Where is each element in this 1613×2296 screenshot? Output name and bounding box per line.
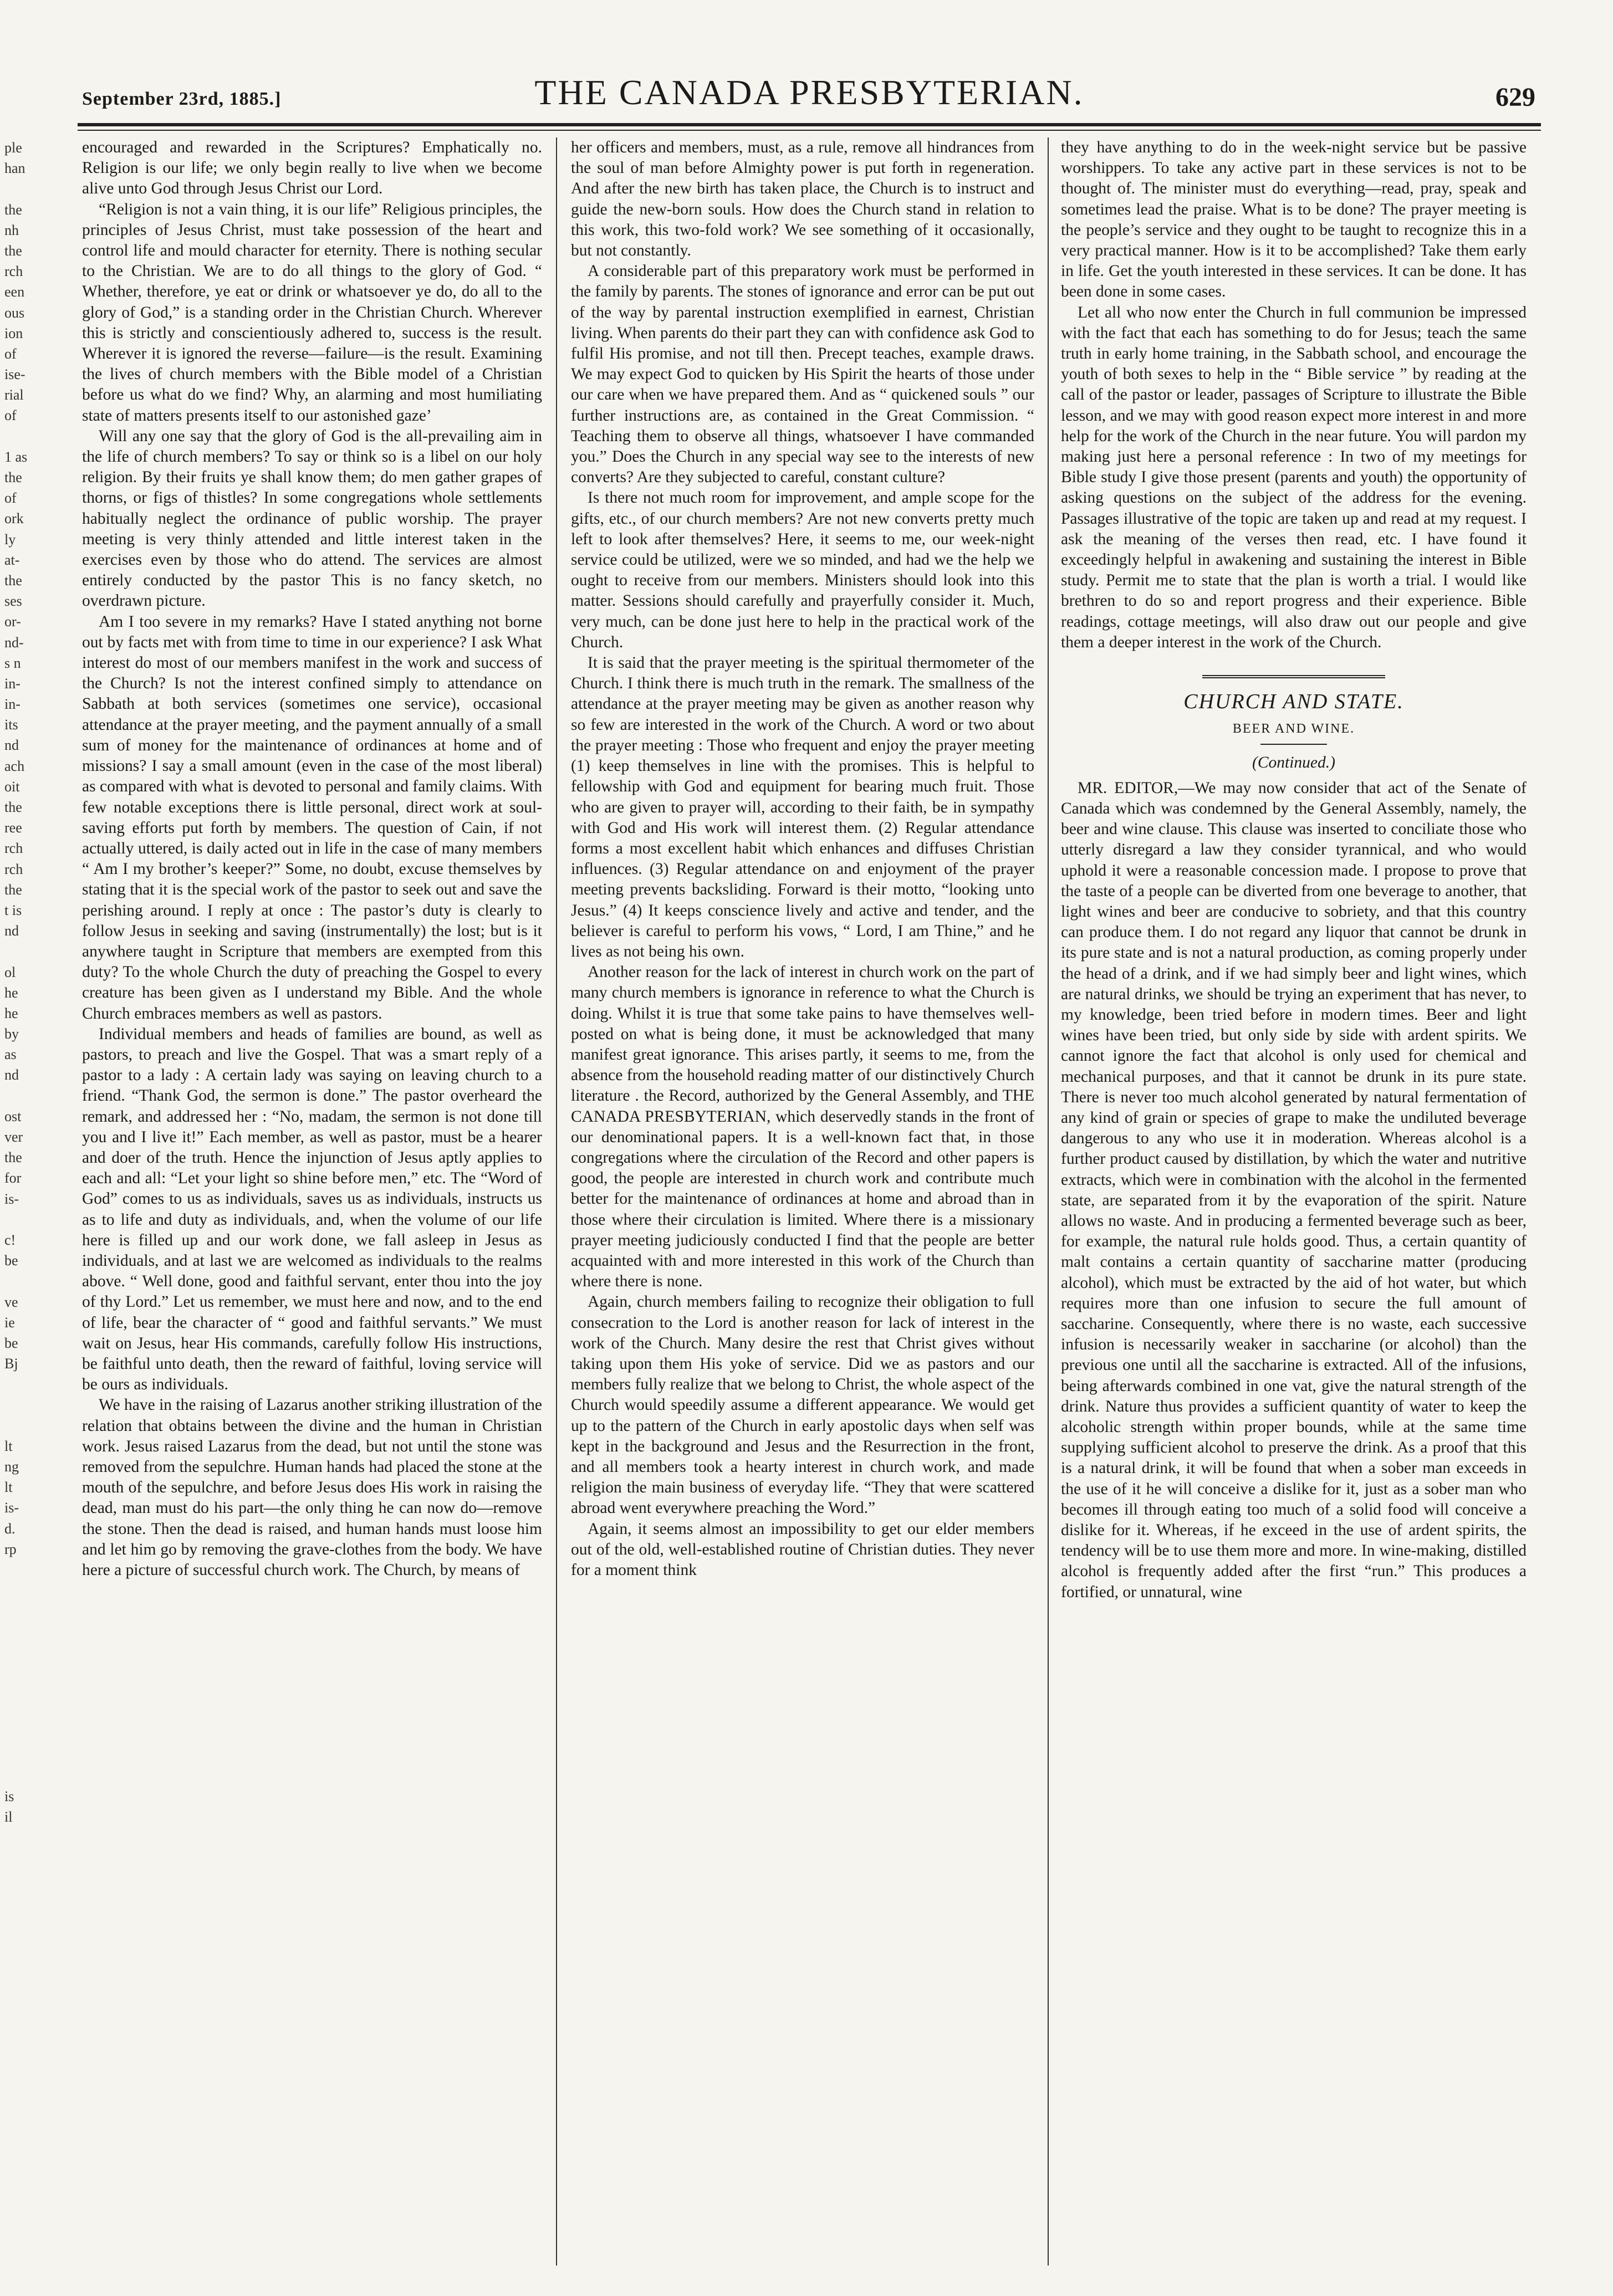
- margin-fragment: [4, 1745, 38, 1766]
- margin-fragment: [4, 1580, 38, 1600]
- margin-fragment: rch: [4, 840, 23, 857]
- margin-fragment: [4, 1930, 38, 1951]
- column-3: [1061, 137, 1527, 2266]
- margin-fragment: il: [4, 1809, 13, 1825]
- column-rule: [1048, 137, 1049, 2266]
- margin-fragment: [4, 1766, 38, 1786]
- margin-fragment: be: [4, 1334, 18, 1351]
- margin-fragment: rch: [4, 861, 23, 877]
- margin-fragment: the: [4, 1149, 22, 1166]
- margin-fragment: een: [4, 284, 25, 300]
- publication-title: THE CANADA PRESBYTERIAN.: [534, 73, 1084, 112]
- margin-fragment: Bj: [4, 1356, 18, 1372]
- margin-fragment: of: [4, 407, 17, 424]
- margin-fragment: s n: [4, 654, 21, 671]
- margin-fragment: in-: [4, 696, 21, 713]
- margin-fragment: of: [4, 345, 17, 362]
- section-title: CHURCH AND STATE.: [1183, 690, 1404, 714]
- margin-fragment: [4, 1683, 38, 1704]
- margin-fragment: rch: [4, 263, 23, 280]
- article-paragraph: Another reason for the lack of interest in church work on the part of many church members is ignorance in reference to what the Church is doing. Whilst it is true that some take pains to have themselves well-posted on what is being done, it must be acknowledged that many manifest great ignorance. This arises partly, it seems to me, from the absence from the household reading matter of our distinctively Church literature . the Record, authorized by the General Assembly, and THE CANADA PRESBYTERIAN, which deservedly stands in the front of our denominational papers. It is a well-known fact that, in those congregations where the circulation of the Record and other papers is good, the people are interested in church work and contribute much better for the maintenance of ordinances at home and abroad than in those where their circulation is limited. Where there is a missionary prayer meeting judiciously conducted I find that the people are better acquainted with and more interested in this work of the Church than where there is none.: [571, 963, 1034, 1291]
- margin-fragment: [4, 2013, 38, 2033]
- margin-fragment: oit: [4, 778, 20, 795]
- margin-fragment: [4, 1910, 38, 1930]
- header-rule-thin: [78, 130, 1541, 131]
- margin-fragment: [4, 941, 38, 962]
- margin-fragment: [4, 1889, 38, 1910]
- article-paragraph: We have in the raising of Lazarus another striking illustration of the relation that obtains between the divine and the human in Christian work. Jesus raised Lazarus from the dead, but not until the stone was removed from the sepulchre. Human hands had placed the stone at the mouth of the sepulchre, and before Jesus does His work in raising the dead, man must do his part—the only thing he can now do—remove the stone. Then the dead is raised, and human hands must loose him and let him go by removing the grave-clothes from the body. We have here a picture of successful church work. The Church, by means of: [82, 1396, 542, 1579]
- article-paragraph: Again, it seems almost an impossibility to get our elder members out of the old, well-established routine of Christian duties. They never for a moment think: [571, 1520, 1034, 1579]
- margin-fragment: is: [4, 1788, 14, 1804]
- article-paragraph: A considerable part of this preparatory work must be performed in the family by parents. The stones of ignorance and error can be put out of the way by parental instruction exemplified in earnest, Christian living. When parents do their part they can with confidence ask God to fulfil His promise, and not till then. Precept teaches, example draws. We may expect God to quicken by His Spirit the hearts of those under our care when we have prepared them. And as “ quickened souls ” our further instructions are, as contained in the Great Commission. “ Teaching them to observe all things, whatsoever I have commanded you.” Does the Church in any special way see to the interests of new converts? Are they subjected to careful, constant culture?: [571, 262, 1034, 487]
- margin-fragment: [4, 1951, 38, 1972]
- article-paragraph: her officers and members, must, as a rule, remove all hindrances from the soul of man before Almighty power is put forth in regeneration. And after the new birth has taken place, the Church is to instruct and guide the new-born souls. How does the Church stand in relation to this work, this two-fold work? We see something of it occasionally, but not constantly.: [571, 139, 1034, 260]
- section-subtitle: BEER AND WINE.: [1232, 722, 1355, 737]
- margin-fragment: of: [4, 490, 17, 507]
- margin-fragment: lt: [4, 1479, 13, 1496]
- margin-fragment: be: [4, 1252, 18, 1269]
- margin-fragment: [4, 1415, 38, 1436]
- margin-fragment: [4, 1663, 38, 1683]
- margin-fragment: he: [4, 984, 18, 1001]
- margin-fragment: [4, 1827, 38, 1848]
- margin-fragment: [4, 1869, 38, 1889]
- margin-fragment: c!: [4, 1231, 16, 1248]
- margin-fragment: the: [4, 572, 22, 589]
- column-2: [571, 137, 1034, 2266]
- margin-fragment: [4, 1394, 38, 1415]
- margin-fragment: the: [4, 881, 22, 898]
- margin-fragment: [4, 1622, 38, 1642]
- margin-fragment: its: [4, 717, 18, 733]
- margin-fragment: ol: [4, 964, 16, 980]
- margin-fragment: nd: [4, 737, 19, 754]
- margin-fragment: rp: [4, 1541, 17, 1557]
- margin-fragment: [4, 1209, 38, 1230]
- article-paragraph: It is said that the prayer meeting is the spiritual thermometer of the Church. I think there is much truth in the remark. The smallness of the attendance at the prayer meeting may be given as another reason why so few are interested in the work of the Church. A word or two about the prayer meeting : Those who frequent and enjoy the prayer meeting (1) keep themselves in line with the promises. This is helpful to fellowship with God and equipment for bearing much fruit. Those who are given to prayer will, according to their faith, be in sympathy with God and His work will interest them. (2) Regular attendance forms a most excellent habit which enhances and diffuses Christian influences. (3) Regular attendance on and enjoyment of the prayer meeting prevents backsliding. Forward is their motto, “looking unto Jesus.” (4) It keeps conscience lively and active and tender, and the believer is careful to perform his vows, “ Lord, I am Thine,” and he lives as not being his own.: [571, 654, 1034, 960]
- margin-fragment: the: [4, 799, 22, 815]
- margin-fragment: ng: [4, 1459, 19, 1475]
- section-subrule: [1260, 744, 1327, 745]
- margin-fragment: ree: [4, 820, 22, 836]
- margin-fragment: [4, 178, 38, 199]
- margin-fragment: [4, 1724, 38, 1745]
- section-divider: [1202, 675, 1385, 682]
- margin-fragment: [4, 426, 38, 447]
- margin-fragment: ver: [4, 1129, 23, 1145]
- margin-fragment: the: [4, 242, 22, 259]
- margin-fragment: [4, 1600, 38, 1621]
- margin-fragment: nd: [4, 1067, 19, 1083]
- margin-fragment: by: [4, 1026, 19, 1042]
- article-paragraph: Will any one say that the glory of God is the all-prevailing aim in the life of church members? To say or think so is a libel on our holy religion. By their fruits ye shall know them; do men gather grapes of thorns, or figs of thistles? In some congregations whole settlements habitually neglect the ordinance of public worship. The prayer meeting is very thinly attended and little interest taken in the exercises even by those who do attend. The services are almost entirely conducted by the pastor This is no fancy sketch, no overdrawn picture.: [82, 427, 542, 610]
- margin-fragment: ple: [4, 140, 22, 156]
- margin-fragment: or-: [4, 613, 21, 630]
- article-paragraph: Is there not much room for improvement, and ample scope for the gifts, etc., of our church members? Are not new converts pretty much left to look after themselves? Here, it seems to me, our week-night service could be utilized, were we so minded, and had we the help we ought to receive from our members. Ministers should look into this matter. Sessions should carefully and prayerfully consider it. Much, very much, can be done just here to help in the practical work of the Church.: [571, 489, 1034, 651]
- margin-fragment: ost: [4, 1108, 22, 1124]
- margin-fragment: ise-: [4, 366, 25, 383]
- margin-fragment: [4, 1559, 38, 1580]
- margin-fragment: nd: [4, 923, 19, 939]
- margin-fragment: [4, 1972, 38, 1992]
- article-paragraph: they have anything to do in the week-night service but be passive worshippers. To take any active part in these services is not to be thought of. The minister must do everything—read, pray, speak and sometimes lead the praise. What is to be done? The prayer meeting is the people’s service and they ought to be taught to recognize this in a very practical manner. How is it to be accomplished? Take them early in life. Get the youth interested in these services. It can be done. It has been done in some cases.: [1061, 139, 1527, 301]
- margin-fragment: [4, 1086, 38, 1106]
- margin-fragment: ie: [4, 1314, 15, 1331]
- margin-fragment: the: [4, 201, 22, 218]
- margin-fragment: [4, 1374, 38, 1394]
- article-paragraph: “Religion is not a vain thing, it is our life” Religious principles, the principles of Jesus Christ, must take possession of the heart and control life and mould character for eternity. There is nothing secular to the Christian. We are to do all things to the glory of God. “ Whether, therefore, ye eat or drink or whatsoever ye do, do all to the glory of God,” is a standing order in the Christian Church. Wherever this is strictly and conscientiously adhered to, success is the result. Wherever it is ignored the reverse—failure—is the result. Examining the lives of church members with the Bible model of a Christian before us what do we find? Why, an alarming and most humiliating state of matters presents itself to our astonished gaze’: [82, 200, 542, 425]
- margin-fragment: rial: [4, 387, 24, 403]
- margin-fragment: lt: [4, 1438, 13, 1454]
- article-paragraph: encouraged and rewarded in the Scriptures? Emphatically no. Religion is our life; we only begin really to live when we become alive unto God through Jesus Christ our Lord.: [82, 139, 542, 198]
- margin-fragment: as: [4, 1046, 17, 1063]
- margin-fragment: nd-: [4, 634, 24, 651]
- article-paragraph: Am I too severe in my remarks? Have I stated anything not borne out by facts met with from time to time in our experience? I ask What interest do most of our members manifest in the work and success of the Church? Is not the interest confined simply to attendance on Sabbath at both services (sometimes one service), occasional attendance at the prayer meeting, and the payment annually of a small sum of money for the maintenance of ordinances at home and of missions? I say a small amount (even in the case of the most liberal) as compared with what is devoted to personal and family claims. With few notable exceptions there is little personal, direct work at soul-saving efforts put forth by members. The question of Cain, if not actually uttered, is daily acted out in life in the case of many members “ Am I my brother’s keeper?” Some, no doubt, excuse themselves by stating that it is the special work of the pastor to seek out and save the perishing around. I reply at once : The pastor’s duty is clearly to follow Jesus in seeking and saving (instrumentally) the lost; but is it anywhere taught in Scripture that members are exempted from this duty? To the whole Church the duty of preaching the Gospel to every creature has been given as I understand my Bible. And the whole Church embraces members as well as pastors.: [82, 612, 542, 1022]
- margin-fragment: han: [4, 160, 25, 177]
- margin-fragment: t is: [4, 902, 22, 918]
- margin-fragment: nh: [4, 222, 19, 238]
- margin-fragment: ach: [4, 758, 25, 774]
- margin-fragment: at-: [4, 551, 20, 568]
- header-rule: [78, 123, 1541, 126]
- article-paragraph: Let all who now enter the Church in full communion be impressed with the fact that each has something to do for Jesus; teach the same truth in early home training, in the Sabbath school, and encourage the youth of both sexes to help in the “ Bible service ” by reading at the call of the pastor or leader, passages of Scripture to illustrate the Bible lesson, and we may with good reason expect more interest in and more help for the work of the Church in the near future. You will pardon my making just here a personal reference : In two of my meetings for Bible study I give those present (parents and youth) the opportunity of asking questions on the subject of the address for the evening. Passages illustrative of the topic are taken up and read at my request. I ask the meaning of the verses then read, etc. I have found it exceedingly helpful in awakening and sustaining the interest in Bible study. Permit me to state that the plan is worth a trial. I would like brethren to do so and report progress and their experience. Bible readings, cottage meetings, will also draw out our people and give them a deeper interest in the work of the Church.: [1061, 303, 1527, 651]
- margin-fragment: he: [4, 1005, 18, 1021]
- margin-fragment: ion: [4, 325, 23, 341]
- margin-fragment: 1 as: [4, 448, 28, 465]
- article-paragraph: MR. EDITOR,—We may now consider that act of the Senate of Canada which was condemned by the General Assembly, namely, the beer and wine clause. This clause was inserted to conciliate those who utterly disregard a law they consider tyrannical, and who would uphold it were a reasonable concession made. I propose to prove that the taste of a people can be diverted from one beverage to another, that light wines and beer are conducive to sobriety, and that this country can produce them. I do not regard any liquor that cannot be drunk in its pure state and is not a natural production, as coming properly under the head of a drink, and if we had simply beer and light wines, which are natural drinks, we should be trying an experiment that has never, to my knowledge, been tried before in modern times. Beer and light wines have been tried, but only side by side with ardent spirits. We cannot ignore the fact that alcohol is only used for chemical and mechanical purposes, and that it cannot be drunk in its pure state. There is never too much alcohol generated by natural fermentation of any kind of grain or species of grape to make the undiluted beverage dangerous to any who use it in moderation. Whereas alcohol is a further product caused by distillation, by which the water and nutritive extracts, which were in combination with the alcohol in the fermented state, are separated from it by the evaporation of the spirit. Nature allows no waste. And in producing a fermented beverage such as beer, for example, the natural rule holds good. Thus, a certain quantity of malt contains a certain quantity of saccharine matter (producing alcohol), which must be extracted by the aid of hot water, but which requires more than one infusion to secure the full amount of saccharine. Consequently, where there is no waste, each successive infusion is necessarily weaker in saccharine (or alcohol) than the previous one until all the saccharine is extracted. All of the infusions, being afterwards combined in one vat, give the natural strength of the drink. Nature thus provides a sufficient quantity of water to keep the alcoholic strength within proper bounds, while at the same time supplying sufficient alcohol to preserve the drink. As a proof that this is a natural drink, it will be found that when a sober man exceeds in the use of it he will conceive a dislike for it, just as a sober man who becomes ill through eating too much of a solid food will conceive a dislike for it. Whereas, if he exceed in the use of ardent spirits, the tendency will be to use them more and more. In wine-making, distilled alcohol is frequently added after the first “run.” This produces a fortified, or unnatural, wine: [1061, 779, 1527, 1601]
- article-paragraph: Individual members and heads of families are bound, as well as pastors, to preach and live the Gospel. That was a smart reply of a pastor to a lady : A certain lady was saying on leaving church to a friend. “Thank God, the sermon is done.” The pastor overheard the remark, and addressed her : “No, madam, the sermon is not done till you and I live it!” Each member, as well as pastor, must be a hearer and doer of the truth. Hence the injunction of Jesus aptly applies to each and all: “Let your light so shine before men,” etc. The “Word of God” comes to us as individuals, saves us as individuals, instructs us as to life and duty as individuals, and, when the volume of our life here is filled up and our work done, we fall asleep in Jesus as individuals, and at last we are welcomed as individuals to the realms above. “ Well done, good and faithful servant, enter thou into the joy of thy Lord.” Let us remember, we must here and now, and to the end of life, bear the character of “ good and faithful servants.” We must wait on Jesus, hear His commands, carefully follow His instructions, be faithful unto death, then the reward of faithful, loving service will be ours as individuals.: [82, 1025, 542, 1394]
- issue-date: September 23rd, 1885.]: [82, 89, 282, 109]
- margin-fragment: the: [4, 469, 22, 485]
- page-number: 629: [1495, 83, 1535, 112]
- column-rule: [556, 137, 557, 2266]
- page-header: [78, 72, 1541, 122]
- margin-fragment: is-: [4, 1190, 19, 1207]
- continued-label: (Continued.): [1252, 754, 1335, 772]
- margin-fragment: [4, 1271, 38, 1291]
- margin-fragment: is-: [4, 1500, 19, 1516]
- adjacent-page-margin: [4, 137, 38, 2033]
- margin-fragment: in-: [4, 675, 21, 692]
- margin-fragment: ly: [4, 531, 16, 548]
- margin-fragment: ous: [4, 304, 25, 321]
- margin-fragment: ork: [4, 510, 24, 527]
- margin-fragment: ses: [4, 593, 22, 610]
- article-paragraph: Again, church members failing to recognize their obligation to full consecration to the Lord is another reason for lack of interest in the work of the Church. Many desire the rest that Christ gives without taking upon them His yoke of service. Did we as pastors and our members fully realize that we belong to Christ, the whole aspect of the Church would speedily assume a different appearance. We would get up to the pattern of the Church in early apostolic days when self was kept in the background and Jesus and the Resurrection in the front, and all members took a hearty interest in church work, and made religion the main business of everyday life. “They that were scattered abroad went everywhere preaching the Word.”: [571, 1293, 1034, 1517]
- column-1: [82, 137, 542, 2266]
- margin-fragment: for: [4, 1170, 22, 1187]
- margin-fragment: [4, 1848, 38, 1869]
- margin-fragment: [4, 1704, 38, 1724]
- margin-fragment: [4, 1642, 38, 1663]
- margin-fragment: [4, 1992, 38, 2013]
- margin-fragment: d.: [4, 1520, 16, 1537]
- margin-fragment: ve: [4, 1293, 18, 1310]
